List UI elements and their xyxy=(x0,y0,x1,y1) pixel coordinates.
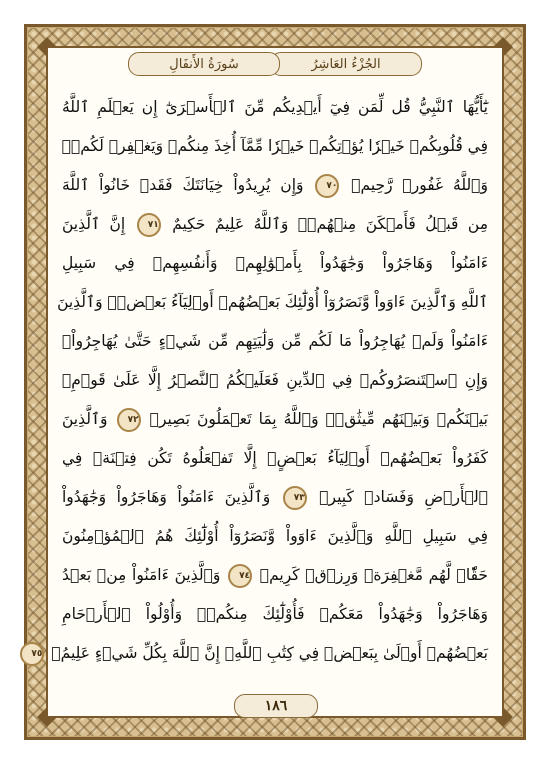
verse-number: ٧٥ xyxy=(20,642,44,666)
juz-label: الجُزْءُ العَاشِرُ xyxy=(270,52,422,76)
text-line: يَٰٓأَيُّهَا ٱلنَّبِيُّ قُل لِّمَن فِيٓ أَيۡدِيكُم مِّنَ ٱلۡأَسۡرَىٰٓ إِن يَعۡلَمِ ٱللَّهُ xyxy=(62,98,488,116)
surah-label: سُورَةُ الأَنفَالِ xyxy=(128,52,280,76)
verse-number: ٧١ xyxy=(137,213,161,237)
text-line: ٱللَّهِ وَٱلَّذِينَ ءَاوَواْ وَّنَصَرُوٓاْ أُوْلَٰٓئِكَ بَعۡضُهُمۡ أَوۡلِيَآءُ بَعۡضٖۚ وَٱلَّذِينَ xyxy=(57,293,488,311)
page-number: ١٨٦ xyxy=(234,694,318,718)
verse-number: ٧٠ xyxy=(315,174,339,198)
text-line: بَعۡضُهُمۡ أَوۡلَىٰ بِبَعۡضٖ فِي كِتَٰبِ ٱللَّهِۚ إِنَّ ٱللَّهَ بِكُلِّ شَيۡءٍ عَلِيمُۢ ٧٥ xyxy=(62,634,488,672)
quran-text xyxy=(31,88,489,678)
text-line: ٱلۡأَرۡضِ وَفَسَادٞ كَبِيرٞ ٧٣ وَٱلَّذِينَ ءَامَنُواْ وَهَاجَرُواْ وَجَٰهَدُواْ xyxy=(62,478,488,516)
text-line: بَيۡنَكُمۡ وَبَيۡنَهُم مِّيثَٰقٞۗ وَٱللَّهُ بِمَا تَعۡمَلُونَ بَصِيرٞ ٧٢ وَٱلَّذِينَ xyxy=(62,400,488,438)
text-line: وَهَاجَرُواْ وَجَٰهَدُواْ مَعَكُمۡ فَأُوْلَٰٓئِكَ مِنكُمۡۚ وَأُوْلُواْ ٱلۡأَرۡحَامِ xyxy=(62,605,488,623)
verse-number: ٧٢ xyxy=(117,408,141,432)
page-header xyxy=(50,50,500,76)
text-line: حَقّٗاۚ لَّهُم مَّغۡفِرَةٞ وَرِزۡقٞ كَرِيمٞ ٧٤ وَٱلَّذِينَ ءَامَنُواْ مِنۢ بَعۡدُ xyxy=(62,556,488,594)
verse-number: ٧٤ xyxy=(228,564,252,588)
text-line: وَإِنِ ٱسۡتَنصَرُوكُمۡ فِي ٱلدِّينِ فَعَلَيۡكُمُ ٱلنَّصۡرُ إِلَّا عَلَىٰ قَوۡمِۭ xyxy=(62,371,488,389)
text-line: مِن قَبۡلُ فَأَمۡكَنَ مِنۡهُمۡۗ وَٱللَّهُ عَلِيمٌ حَكِيمٌ ٧١ إِنَّ ٱلَّذِينَ xyxy=(62,205,488,243)
text-line: كَفَرُواْ بَعۡضُهُمۡ أَوۡلِيَآءُ بَعۡضٍۚ إِلَّا تَفۡعَلُوهُ تَكُن فِتۡنَةٞ فِي xyxy=(62,449,488,467)
text-line: فِي قُلُوبِكُمۡ خَيۡرٗا يُؤۡتِكُمۡ خَيۡرٗا مِّمَّآ أُخِذَ مِنكُمۡ وَيَغۡفِرۡ لَكُمۡۚ xyxy=(61,137,488,155)
text-line: ءَامَنُواْ وَهَاجَرُواْ وَجَٰهَدُواْ بِأَمۡوَٰلِهِمۡ وَأَنفُسِهِمۡ فِي سَبِيلِ xyxy=(62,254,488,272)
verse-number: ٧٣ xyxy=(283,486,307,510)
text-line: فِي سَبِيلِ ٱللَّهِ وَٱلَّذِينَ ءَاوَواْ وَّنَصَرُوٓاْ أُوْلَٰٓئِكَ هُمُ ٱلۡمُؤۡمِنُونَ xyxy=(62,527,488,545)
text-line: وَٱللَّهُ غَفُورٞ رَّحِيمٞ ٧٠ وَإِن يُرِيدُواْ خِيَانَتَكَ فَقَدۡ خَانُواْ ٱللَّهَ xyxy=(62,166,488,204)
text-line: ءَامَنُواْ وَلَمۡ يُهَاجِرُواْ مَا لَكُم مِّن وَلَٰيَتِهِم مِّن شَيۡءٍ حَتَّىٰ يُهَاجِرُواْۚ xyxy=(62,332,488,350)
